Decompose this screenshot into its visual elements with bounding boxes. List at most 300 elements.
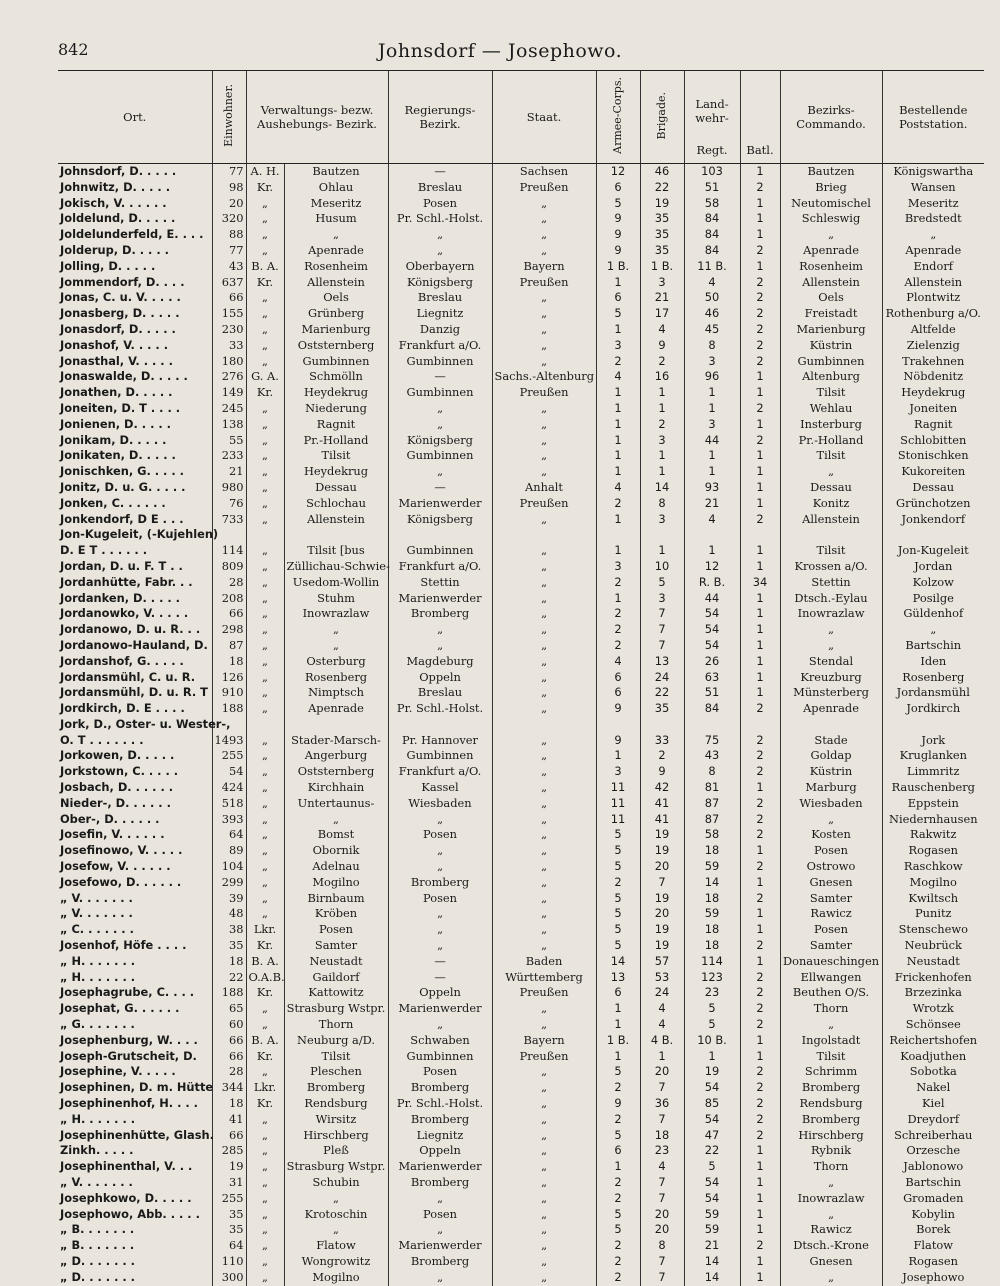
- cell-bezirkscommando: Inowrazlaw: [780, 1191, 882, 1207]
- cell-behoerde: „: [246, 417, 284, 433]
- cell-behoerde: „: [246, 543, 284, 559]
- cell-regiment: 11 B.: [684, 259, 740, 275]
- cell-brigade: 35: [640, 227, 684, 243]
- cell-regiment: 59: [684, 906, 740, 922]
- cell-bezirkscommando: Marienburg: [780, 322, 882, 338]
- cell-bataillon: 1: [740, 638, 780, 654]
- cell-brigade: 2: [640, 354, 684, 370]
- cell-brigade: 7: [640, 1175, 684, 1191]
- cell-ort: Jordanken, D. . . . .: [60, 590, 180, 605]
- cell-bataillon: 1: [740, 164, 780, 180]
- cell-poststation: [882, 717, 984, 733]
- cell-regiment: 4: [684, 275, 740, 291]
- cell-poststation: „: [882, 622, 984, 638]
- cell-regierungsbezirk: —: [388, 480, 492, 496]
- col-header-batl: Batl.: [740, 71, 780, 164]
- cell-verwaltungsbezirk: Heydekrug: [284, 464, 388, 480]
- cell-regierungsbezirk: —: [388, 164, 492, 180]
- cell-bataillon: 2: [740, 433, 780, 449]
- cell-brigade: 3: [640, 275, 684, 291]
- cell-staat: „: [492, 670, 596, 686]
- cell-regiment: 43: [684, 748, 740, 764]
- cell-regiment: 84: [684, 701, 740, 717]
- cell-poststation: Mogilno: [882, 875, 984, 891]
- cell-armeecorps: [596, 717, 640, 733]
- cell-ort: Jommendorf, D. . . .: [60, 274, 185, 289]
- cell-behoerde: „: [246, 1222, 284, 1238]
- table-row: [58, 827, 984, 843]
- cell-behoerde: [246, 717, 284, 733]
- cell-regiment: 85: [684, 1096, 740, 1112]
- cell-regiment: 46: [684, 306, 740, 322]
- cell-einwohner: 66: [212, 1128, 246, 1144]
- cell-einwohner: 18: [212, 1096, 246, 1112]
- table-row: [58, 1175, 984, 1191]
- cell-bataillon: 1: [740, 654, 780, 670]
- cell-poststation: Kobylin: [882, 1207, 984, 1223]
- table-row: [58, 543, 984, 559]
- cell-ort: Jonas, C. u. V. . . . .: [60, 290, 181, 305]
- cell-einwohner: 300: [212, 1270, 246, 1286]
- cell-armeecorps: 12: [596, 164, 640, 180]
- cell-behoerde: „: [246, 1128, 284, 1144]
- cell-brigade: 19: [640, 827, 684, 843]
- cell-poststation: Grünchotzen: [882, 496, 984, 512]
- cell-ort: Josephenburg, W. . . .: [60, 1032, 198, 1047]
- cell-poststation: Sobotka: [882, 1064, 984, 1080]
- cell-bezirkscommando: Thorn: [780, 1001, 882, 1017]
- cell-ort: Joseph-Grutscheit, D.: [60, 1048, 197, 1063]
- table-row: [58, 275, 984, 291]
- cell-poststation: Jablonowo: [882, 1159, 984, 1175]
- cell-armeecorps: 5: [596, 859, 640, 875]
- cell-staat: Sachsen: [492, 164, 596, 180]
- cell-poststation: Allenstein: [882, 275, 984, 291]
- cell-regiment: 51: [684, 685, 740, 701]
- cell-behoerde: „: [246, 827, 284, 843]
- cell-einwohner: 66: [212, 606, 246, 622]
- cell-bezirkscommando: Stettin: [780, 575, 882, 591]
- cell-bezirkscommando: Bromberg: [780, 1080, 882, 1096]
- cell-regiment: 54: [684, 606, 740, 622]
- cell-brigade: 7: [640, 1080, 684, 1096]
- cell-bezirkscommando: „: [780, 1017, 882, 1033]
- cell-regierungsbezirk: „: [388, 243, 492, 259]
- cell-bataillon: 2: [740, 1001, 780, 1017]
- cell-armeecorps: 5: [596, 1064, 640, 1080]
- cell-bataillon: 1: [740, 464, 780, 480]
- cell-armeecorps: 1: [596, 1049, 640, 1065]
- cell-poststation: Wrotzk: [882, 1001, 984, 1017]
- cell-bezirkscommando: Allenstein: [780, 512, 882, 528]
- cell-verwaltungsbezirk: Untertaunus-: [284, 796, 388, 812]
- cell-bezirkscommando: Gnesen: [780, 1254, 882, 1270]
- cell-bataillon: 2: [740, 290, 780, 306]
- cell-regiment: 84: [684, 227, 740, 243]
- cell-regiment: 45: [684, 322, 740, 338]
- cell-behoerde: „: [246, 1207, 284, 1223]
- cell-verwaltungsbezirk: Rosenheim: [284, 259, 388, 275]
- cell-bezirkscommando: Rosenheim: [780, 259, 882, 275]
- cell-armeecorps: 5: [596, 938, 640, 954]
- cell-staat: „: [492, 1096, 596, 1112]
- table-row: [58, 512, 984, 528]
- cell-regiment: 23: [684, 985, 740, 1001]
- cell-regiment: 14: [684, 875, 740, 891]
- cell-einwohner: 298: [212, 622, 246, 638]
- cell-regierungsbezirk: Gumbinnen: [388, 1049, 492, 1065]
- cell-ort: Josephagrube, C. . . .: [60, 985, 195, 1000]
- cell-staat: „: [492, 1017, 596, 1033]
- cell-regiment: 54: [684, 1112, 740, 1128]
- cell-einwohner: 65: [212, 1001, 246, 1017]
- cell-regiment: 21: [684, 1238, 740, 1254]
- cell-staat: Württemberg: [492, 970, 596, 986]
- cell-poststation: Jordan: [882, 559, 984, 575]
- cell-brigade: 22: [640, 180, 684, 196]
- table-row: [58, 970, 984, 986]
- cell-armeecorps: 5: [596, 196, 640, 212]
- cell-regierungsbezirk: „: [388, 812, 492, 828]
- cell-bataillon: 2: [740, 938, 780, 954]
- cell-bataillon: 1: [740, 1033, 780, 1049]
- cell-poststation: Zielenzig: [882, 338, 984, 354]
- cell-brigade: 21: [640, 290, 684, 306]
- table-row: [58, 938, 984, 954]
- cell-regiment: 1: [684, 448, 740, 464]
- cell-verwaltungsbezirk: Marienburg: [284, 322, 388, 338]
- cell-verwaltungsbezirk: Birnbaum: [284, 891, 388, 907]
- cell-verwaltungsbezirk: Schubin: [284, 1175, 388, 1191]
- cell-ort: „ V. . . . . . .: [60, 906, 133, 921]
- cell-regierungsbezirk: Bromberg: [388, 1080, 492, 1096]
- cell-bataillon: 2: [740, 401, 780, 417]
- cell-regierungsbezirk: Gumbinnen: [388, 354, 492, 370]
- cell-regiment: R. B.: [684, 575, 740, 591]
- cell-bezirkscommando: Tilsit: [780, 448, 882, 464]
- cell-ort: Jonitz, D. u. G. . . . .: [60, 479, 186, 494]
- cell-ort: „ H. . . . . . .: [60, 969, 136, 984]
- cell-poststation: Raschkow: [882, 859, 984, 875]
- cell-regierungsbezirk: Oppeln: [388, 985, 492, 1001]
- cell-regierungsbezirk: Breslau: [388, 290, 492, 306]
- cell-armeecorps: [596, 527, 640, 543]
- cell-einwohner: 66: [212, 290, 246, 306]
- cell-regierungsbezirk: „: [388, 638, 492, 654]
- cell-brigade: 20: [640, 906, 684, 922]
- cell-bataillon: 1: [740, 606, 780, 622]
- cell-poststation: Jork: [882, 733, 984, 749]
- cell-bezirkscommando: Insterburg: [780, 417, 882, 433]
- table-row: [58, 196, 984, 212]
- cell-brigade: 2: [640, 417, 684, 433]
- cell-einwohner: 188: [212, 985, 246, 1001]
- cell-regierungsbezirk: Gumbinnen: [388, 448, 492, 464]
- cell-poststation: Nakel: [882, 1080, 984, 1096]
- cell-einwohner: 114: [212, 543, 246, 559]
- cell-staat: „: [492, 1159, 596, 1175]
- cell-regiment: 93: [684, 480, 740, 496]
- cell-verwaltungsbezirk: Tilsit: [284, 1049, 388, 1065]
- table-row: [58, 1112, 984, 1128]
- cell-einwohner: 320: [212, 211, 246, 227]
- cell-staat: „: [492, 638, 596, 654]
- cell-poststation: Brzezinka: [882, 985, 984, 1001]
- table-row: [58, 243, 984, 259]
- cell-bataillon: 2: [740, 796, 780, 812]
- cell-brigade: 19: [640, 922, 684, 938]
- cell-verwaltungsbezirk: Bautzen: [284, 164, 388, 180]
- cell-staat: „: [492, 922, 596, 938]
- cell-bezirkscommando: Inowrazlaw: [780, 606, 882, 622]
- cell-bezirkscommando: Bautzen: [780, 164, 882, 180]
- col-header-bezirks: Bezirks- Commando.: [780, 71, 882, 164]
- cell-behoerde: „: [246, 859, 284, 875]
- cell-staat: „: [492, 1001, 596, 1017]
- cell-poststation: „: [882, 227, 984, 243]
- cell-bezirkscommando: Ingolstadt: [780, 1033, 882, 1049]
- cell-bezirkscommando: Hirschberg: [780, 1128, 882, 1144]
- cell-einwohner: 89: [212, 843, 246, 859]
- cell-ort: Joldelunderfeld, E. . . .: [60, 227, 204, 242]
- cell-regierungsbezirk: Marienwerder: [388, 1238, 492, 1254]
- cell-bezirkscommando: Gnesen: [780, 875, 882, 891]
- cell-ort: Jonasberg, D. . . . .: [60, 306, 180, 321]
- cell-verwaltungsbezirk: Wirsitz: [284, 1112, 388, 1128]
- table-row: [58, 654, 984, 670]
- cell-regiment: 10 B.: [684, 1033, 740, 1049]
- cell-armeecorps: 6: [596, 985, 640, 1001]
- cell-einwohner: 910: [212, 685, 246, 701]
- cell-brigade: 13: [640, 654, 684, 670]
- cell-bezirkscommando: Donaueschingen: [780, 954, 882, 970]
- cell-einwohner: 1493: [212, 733, 246, 749]
- cell-verwaltungsbezirk: Tilsit: [284, 448, 388, 464]
- cell-einwohner: 28: [212, 1064, 246, 1080]
- cell-staat: „: [492, 906, 596, 922]
- cell-verwaltungsbezirk: Hirschberg: [284, 1128, 388, 1144]
- cell-poststation: Koadjuthen: [882, 1049, 984, 1065]
- cell-bezirkscommando: Ostrowo: [780, 859, 882, 875]
- cell-einwohner: 424: [212, 780, 246, 796]
- cell-armeecorps: 3: [596, 764, 640, 780]
- cell-regiment: 1: [684, 385, 740, 401]
- cell-behoerde: „: [246, 227, 284, 243]
- cell-brigade: 7: [640, 638, 684, 654]
- cell-poststation: Posilge: [882, 591, 984, 607]
- cell-regierungsbezirk: Schwaben: [388, 1033, 492, 1049]
- cell-ort: Johnwitz, D. . . . .: [60, 179, 171, 194]
- cell-behoerde: „: [246, 559, 284, 575]
- cell-staat: „: [492, 1064, 596, 1080]
- cell-poststation: Niedernhausen: [882, 812, 984, 828]
- cell-verwaltungsbezirk: Meseritz: [284, 196, 388, 212]
- cell-ort: Josefinowo, V. . . . .: [60, 843, 183, 858]
- cell-bataillon: 1: [740, 1159, 780, 1175]
- table-row: [58, 1254, 984, 1270]
- cell-poststation: Wansen: [882, 180, 984, 196]
- cell-bezirkscommando: „: [780, 638, 882, 654]
- cell-regierungsbezirk: Danzig: [388, 322, 492, 338]
- page-title: Johnsdorf — Josephowo.: [377, 40, 623, 62]
- cell-poststation: Rakwitz: [882, 827, 984, 843]
- cell-behoerde: „: [246, 1017, 284, 1033]
- cell-brigade: 7: [640, 606, 684, 622]
- cell-einwohner: 28: [212, 575, 246, 591]
- cell-einwohner: 104: [212, 859, 246, 875]
- cell-poststation: Jon-Kugeleit: [882, 543, 984, 559]
- cell-regierungsbezirk: Königsberg: [388, 275, 492, 291]
- cell-armeecorps: 9: [596, 243, 640, 259]
- cell-staat: „: [492, 196, 596, 212]
- cell-verwaltungsbezirk: „: [284, 812, 388, 828]
- cell-ort: Nieder-, D. . . . . .: [60, 795, 171, 810]
- cell-ort: Josephinen, D. m. Hütte: [60, 1080, 214, 1095]
- cell-behoerde: B. A.: [246, 259, 284, 275]
- cell-brigade: 20: [640, 859, 684, 875]
- cell-ort: „ V. . . . . . .: [60, 1175, 133, 1189]
- table-row: [58, 906, 984, 922]
- cell-ort: Josephinenthal, V. . .: [60, 1159, 193, 1174]
- cell-staat: „: [492, 859, 596, 875]
- cell-armeecorps: 2: [596, 354, 640, 370]
- cell-armeecorps: 9: [596, 701, 640, 717]
- cell-armeecorps: 5: [596, 306, 640, 322]
- cell-poststation: Orzesche: [882, 1143, 984, 1159]
- cell-regierungsbezirk: Bromberg: [388, 1175, 492, 1191]
- table-row: [58, 180, 984, 196]
- cell-staat: [492, 717, 596, 733]
- cell-behoerde: Lkr.: [246, 922, 284, 938]
- cell-regiment: 54: [684, 1080, 740, 1096]
- cell-poststation: Stenschewo: [882, 922, 984, 938]
- cell-einwohner: 809: [212, 559, 246, 575]
- table-row: [58, 796, 984, 812]
- cell-brigade: 22: [640, 685, 684, 701]
- cell-verwaltungsbezirk: Usedom-Wollin: [284, 575, 388, 591]
- cell-bataillon: 1: [740, 559, 780, 575]
- table-row: [58, 290, 984, 306]
- cell-bezirkscommando: Marburg: [780, 780, 882, 796]
- cell-regierungsbezirk: „: [388, 622, 492, 638]
- cell-bezirkscommando: Thorn: [780, 1159, 882, 1175]
- cell-poststation: Iden: [882, 654, 984, 670]
- cell-bezirkscommando: Goldap: [780, 748, 882, 764]
- cell-bataillon: 1: [740, 1207, 780, 1223]
- cell-einwohner: 255: [212, 748, 246, 764]
- cell-armeecorps: 5: [596, 843, 640, 859]
- cell-brigade: 8: [640, 496, 684, 512]
- cell-verwaltungsbezirk: Dessau: [284, 480, 388, 496]
- cell-staat: „: [492, 891, 596, 907]
- cell-einwohner: 22: [212, 970, 246, 986]
- cell-brigade: 16: [640, 369, 684, 385]
- cell-brigade: 33: [640, 733, 684, 749]
- cell-bataillon: 2: [740, 859, 780, 875]
- cell-staat: „: [492, 812, 596, 828]
- cell-regierungsbezirk: „: [388, 227, 492, 243]
- cell-einwohner: 64: [212, 1238, 246, 1254]
- cell-regiment: 21: [684, 496, 740, 512]
- cell-regiment: 5: [684, 1159, 740, 1175]
- cell-brigade: 17: [640, 306, 684, 322]
- cell-brigade: 7: [640, 1112, 684, 1128]
- cell-verwaltungsbezirk: Rosenberg: [284, 670, 388, 686]
- cell-bezirkscommando: Schrimm: [780, 1064, 882, 1080]
- cell-brigade: 2: [640, 748, 684, 764]
- cell-regierungsbezirk: Posen: [388, 827, 492, 843]
- cell-einwohner: 344: [212, 1080, 246, 1096]
- cell-regiment: 87: [684, 796, 740, 812]
- cell-verwaltungsbezirk: „: [284, 622, 388, 638]
- cell-bataillon: 1: [740, 843, 780, 859]
- cell-armeecorps: 1: [596, 543, 640, 559]
- cell-staat: „: [492, 433, 596, 449]
- cell-armeecorps: 6: [596, 670, 640, 686]
- cell-einwohner: 21: [212, 464, 246, 480]
- cell-poststation: Rogasen: [882, 1254, 984, 1270]
- cell-verwaltungsbezirk: [284, 717, 388, 733]
- cell-bezirkscommando: „: [780, 464, 882, 480]
- cell-regierungsbezirk: [388, 717, 492, 733]
- table-row: [58, 748, 984, 764]
- cell-bataillon: 1: [740, 211, 780, 227]
- cell-einwohner: 38: [212, 922, 246, 938]
- cell-behoerde: „: [246, 306, 284, 322]
- cell-verwaltungsbezirk: Grünberg: [284, 306, 388, 322]
- cell-einwohner: 54: [212, 764, 246, 780]
- cell-armeecorps: 9: [596, 211, 640, 227]
- cell-ort: Johnsdorf, D. . . . .: [60, 164, 177, 178]
- cell-verwaltungsbezirk: Husum: [284, 211, 388, 227]
- cell-bezirkscommando: Brieg: [780, 180, 882, 196]
- cell-einwohner: 77: [212, 164, 246, 180]
- cell-behoerde: „: [246, 1064, 284, 1080]
- cell-ort: Jonaswalde, D. . . . .: [60, 369, 188, 384]
- cell-einwohner: 276: [212, 369, 246, 385]
- cell-poststation: Schönsee: [882, 1017, 984, 1033]
- cell-regiment: 96: [684, 369, 740, 385]
- cell-regiment: 54: [684, 638, 740, 654]
- cell-regiment: 47: [684, 1128, 740, 1144]
- cell-poststation: [882, 527, 984, 543]
- cell-verwaltungsbezirk: Osterburg: [284, 654, 388, 670]
- cell-verwaltungsbezirk: Samter: [284, 938, 388, 954]
- table-row: [58, 875, 984, 891]
- cell-brigade: 42: [640, 780, 684, 796]
- cell-bataillon: 2: [740, 180, 780, 196]
- table-row: [58, 527, 984, 543]
- cell-brigade: 3: [640, 591, 684, 607]
- table-row: [58, 1222, 984, 1238]
- cell-brigade: 7: [640, 1191, 684, 1207]
- cell-bataillon: 1: [740, 780, 780, 796]
- cell-regiment: 18: [684, 922, 740, 938]
- cell-behoerde: Kr.: [246, 938, 284, 954]
- cell-ort: Josefowo, D. . . . . .: [60, 874, 182, 889]
- cell-poststation: Rothenburg a/O.: [882, 306, 984, 322]
- cell-regierungsbezirk: Breslau: [388, 180, 492, 196]
- cell-verwaltungsbezirk: Ohlau: [284, 180, 388, 196]
- cell-ort: Jonashof, V. . . . .: [60, 337, 169, 352]
- table-row: [58, 480, 984, 496]
- cell-behoerde: „: [246, 748, 284, 764]
- cell-regierungsbezirk: Frankfurt a/O.: [388, 559, 492, 575]
- cell-regierungsbezirk: Pr. Hannover: [388, 733, 492, 749]
- cell-behoerde: O.A.B.: [246, 970, 284, 986]
- cell-bezirkscommando: Rawicz: [780, 906, 882, 922]
- cell-armeecorps: 1 B.: [596, 259, 640, 275]
